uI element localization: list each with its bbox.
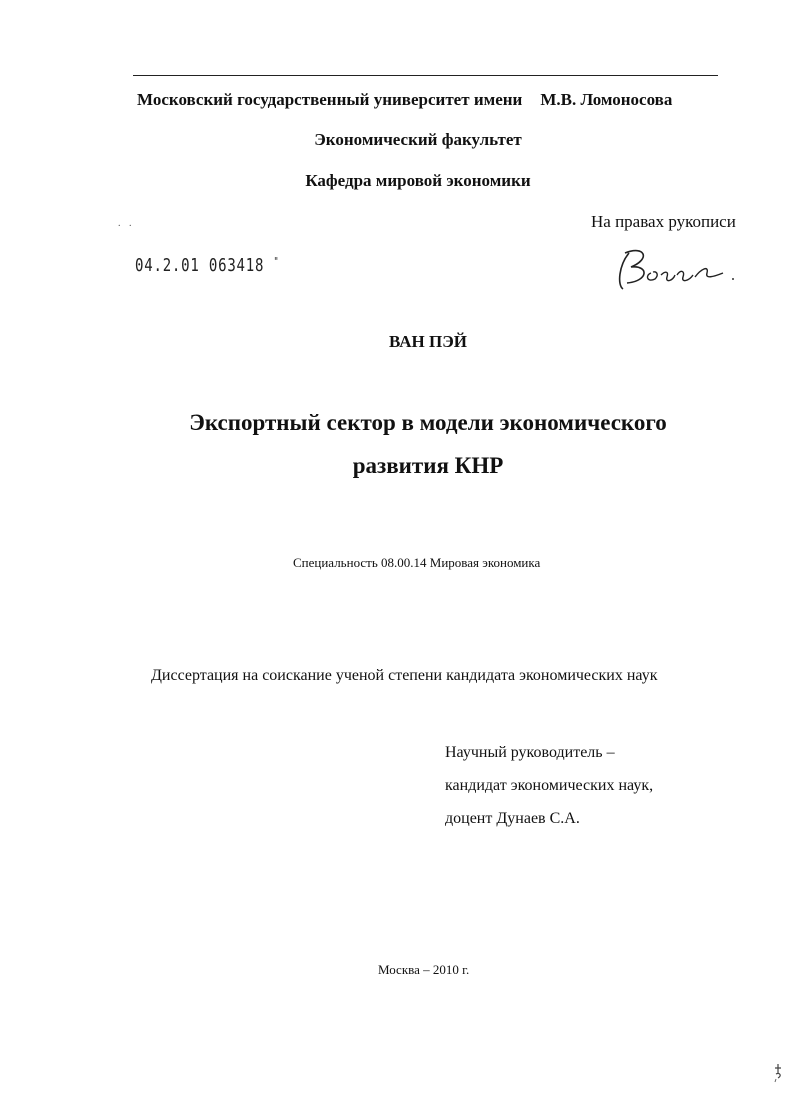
supervisor-title: Научный руководитель – — [445, 744, 615, 761]
university-name: М.В. Ломоносова — [540, 90, 673, 109]
signature-image — [615, 245, 745, 295]
university-text: Московский государственный университет имени — [137, 90, 523, 109]
scan-dots: . . — [118, 218, 135, 229]
dissertation-title-line-1: Экспортный сектор в модели экономического — [189, 410, 667, 435]
rights-note: На правах рукописи — [591, 212, 736, 231]
department-name: Кафедра мировой экономики — [305, 171, 531, 190]
stamp-number-text: 04.2.01 063418 — [135, 255, 265, 276]
city-year: Москва – 2010 г. — [378, 962, 470, 977]
supervisor-degree: кандидат экономических наук, — [445, 777, 654, 794]
dissertation-note: Диссертация на соискание ученой степени кандидата экономических наук — [151, 667, 658, 684]
stamp-marks: " — [273, 255, 280, 268]
corner-scan-mark — [772, 1062, 786, 1084]
dissertation-title-line-2: развития КНР — [352, 453, 504, 478]
faculty-name: Экономический факультет — [314, 130, 522, 149]
university-line — [137, 90, 672, 110]
library-stamp-number — [135, 255, 279, 276]
supervisor-name: доцент Дунаев С.А. — [445, 810, 580, 827]
specialty-line: Специальность 08.00.14 Мировая экономика — [293, 555, 541, 570]
author-name: ВАН ПЭЙ — [389, 332, 467, 351]
top-rule — [133, 75, 718, 76]
